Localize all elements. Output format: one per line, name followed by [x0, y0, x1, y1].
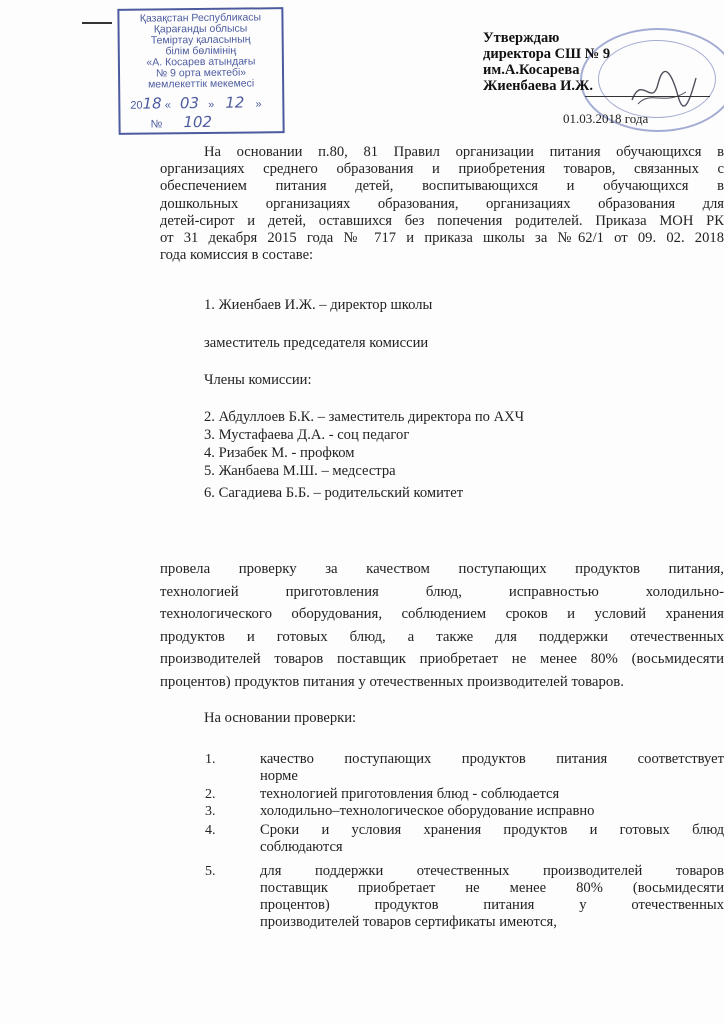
stamp-date-prefix: 20 — [130, 99, 143, 112]
check-line: технологией приготовления блюд, исправностью холодильно- — [160, 583, 724, 600]
check-line: провела проверку за качеством поступающих продуктов питания, — [160, 561, 724, 577]
finding-line: качество поступающих продуктов питания соответствует — [260, 751, 724, 767]
signature-scribble — [628, 70, 698, 110]
finding-number: 1. — [205, 752, 216, 767]
stamp-number-row — [150, 112, 213, 132]
intro-line: На основании п.80, 81 Правил организации питания обучающихся в — [204, 144, 724, 160]
check-line: процентов) продуктов питания у отечественных производителей товаров. — [160, 673, 624, 690]
stamp-date-year: 18 — [142, 94, 162, 113]
member-item: 3. Мустафаева Д.А. - соц педагог — [204, 427, 410, 443]
check-line: производителей товаров поставщик приобретает не менее 80% (восьмидесяти — [160, 651, 724, 667]
finding-item — [260, 786, 724, 803]
stamp-line: Қарағанды облысы — [153, 22, 248, 36]
margin-dash — [82, 22, 112, 24]
stamp-date-mark: « — [164, 99, 171, 112]
stamp-date-close: » — [255, 98, 262, 111]
approval-date: 01.03.2018 года — [563, 111, 649, 126]
stamp-line: № 9 орта мектебі» — [155, 66, 247, 80]
finding-line: Сроки и условия хранения продуктов и готовых блюд — [260, 822, 724, 838]
intro-line: дошкольных организациях образования, организациях образования для — [160, 195, 724, 212]
stamp-line: Теміртау қаласының — [150, 33, 251, 47]
stamp-line: «А. Косарев атындағы — [146, 55, 256, 69]
approval-school-name: им.А.Косарева — [483, 62, 580, 78]
registration-stamp — [117, 7, 284, 135]
finding-line: соблюдаются — [260, 839, 343, 855]
finding-line: производителей товаров сертификаты имеются, — [260, 914, 557, 930]
approval-director-name: Жиенбаева И.Ж. — [483, 78, 593, 94]
check-paragraph — [160, 558, 724, 693]
finding-line: холодильно–технологическое оборудование исправно — [260, 803, 595, 819]
finding-item — [260, 751, 724, 785]
member-item: 5. Жанбаева М.Ш. – медсестра — [204, 463, 396, 479]
finding-line: поставщик приобретает не менее 80% (восьмидесяти — [260, 880, 724, 896]
finding-item — [260, 822, 724, 856]
approval-position: директора СШ № 9 — [483, 46, 611, 62]
intro-line: года комиссия в составе: — [160, 247, 314, 264]
member-item: 2. Абдуллоев Б.К. – заместитель директора по АХЧ — [204, 409, 525, 425]
stamp-date-day: 03 — [179, 94, 200, 113]
stamp-number-value: 102 — [183, 112, 213, 132]
stamp-number-label: № — [150, 118, 163, 131]
stamp-date-month: 12 — [225, 93, 245, 112]
intro-line: от 31 декабря 2015 года № 717 и приказа школы за №62/1 от 09. 02. 2018 — [160, 230, 724, 247]
commission-deputy: заместитель председателя комиссии — [204, 335, 429, 351]
finding-number: 4. — [205, 823, 216, 838]
stamp-line: білім бөлімінің — [165, 44, 237, 58]
check-line: продуктов и готовых блюд, а также для поддержки отечественных — [160, 628, 724, 645]
stamp-date-mid: » — [208, 98, 215, 111]
finding-line: для поддержки отечественных производителей товаров — [260, 863, 724, 879]
approval-title: Утверждаю — [483, 30, 560, 46]
finding-number: 2. — [205, 787, 216, 802]
finding-line: норме — [260, 768, 298, 784]
commission-chair: 1. Жиенбаев И.Ж. – директор школы — [204, 297, 433, 313]
signature-line — [585, 96, 710, 97]
stamp-line: мемлекеттік мекемесі — [147, 77, 255, 91]
finding-item — [260, 803, 724, 820]
approval-block — [483, 30, 610, 94]
member-item: 6. Сагадиева Б.Б. – родительский комитет — [204, 485, 464, 501]
members-title: Члены комиссии: — [204, 372, 312, 388]
member-item: 4. Ризабек М. - профком — [204, 445, 355, 461]
intro-line: организациях среднего образования и приобретения товаров, связанных с — [160, 161, 724, 178]
finding-number: 3. — [205, 804, 216, 819]
finding-number: 5. — [205, 864, 216, 879]
check-line: технологического оборудования, соблюдением сроков и условий хранения — [160, 606, 724, 622]
stamp-date-row — [130, 93, 262, 113]
finding-line: процентов) продуктов питания у отечественных — [260, 897, 724, 913]
finding-line: технологией приготовления блюд - соблюдается — [260, 786, 560, 802]
intro-line: обеспечением питания детей, воспитывающихся и обучающихся в — [160, 178, 724, 195]
stamp-line: Қазақстан Республикасы — [139, 11, 262, 25]
findings-title: На основании проверки: — [204, 710, 357, 726]
intro-line: детей-сирот и детей, оставшихся без попечения родителей. Приказа МОН РК — [160, 212, 724, 229]
finding-item — [260, 863, 724, 931]
intro-paragraph — [160, 144, 724, 264]
